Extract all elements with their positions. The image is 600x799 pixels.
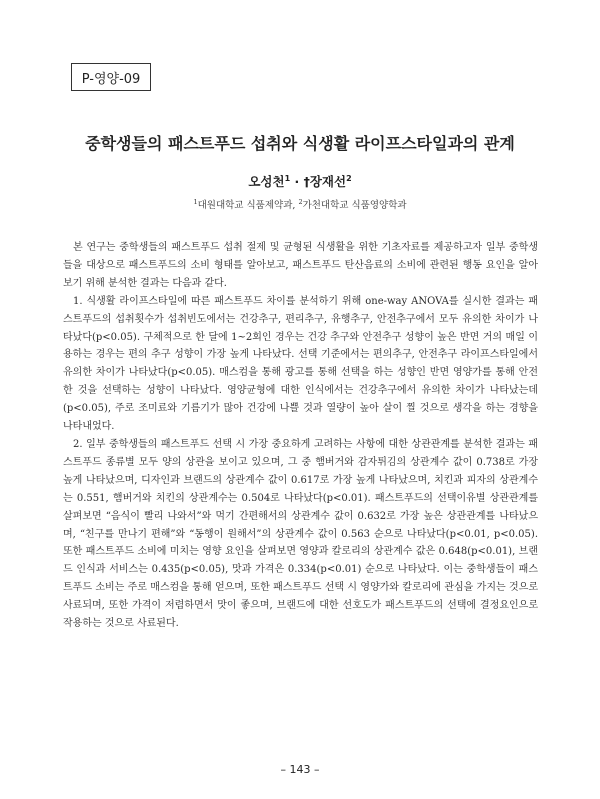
page-number: – 143 –	[280, 763, 320, 776]
affil-1-marker: 1	[193, 197, 198, 206]
session-code-box	[71, 63, 151, 91]
author-1-affil-marker: 1	[284, 173, 291, 183]
author-line	[40, 172, 560, 190]
abstract-result-2-paragraph: 2. 일부 중학생들의 패스트푸드 선택 시 가장 중요하게 고려하는 사항에 대한 상관관계를 분석한 결과는 패스트푸드 종류별 모두 양의 상관을 보이고 있으며, 그 중 햄버거와 감자튀김의 상관계수 값이 0.738로 가장 높게 나타났으며, 디자인과 브랜드의 상관계수 값이 0.617로 가장 높게 나타났으며, 치킨과 피자의 상관계수는 0.551, 햄버거와 치킨의 상관계수는 0.504로 나타났다(p<0.01). 패스트푸드의 선택이유별 상관관계를 살펴보면 “음식이 빨리 나와서”와 먹기 간편해서의 상관계수 값이 0.632로 가장 높은 상관관계를 나타났으며, “친구를 만나기 편해”와 “동행이 원해서”의 상관계수 값이 0.563 순으로 나타났다(p<0.01, p<0.05). 또한 패스트푸드 소비에 미치는 영향 요인을 살펴보면 영양과 칼로리의 상관계수 값은 0.648(p<0.01), 브랜드 인식과 서비스는 0.435(p<0.05), 맛과 가격은 0.334(p<0.01) 순으로 나타났다. 이는 중학생들이 패스트푸드 소비는 주로 매스컴을 통해 얻으며, 또한 패스트푸드 선택 시 영양가와 칼로리에 관심을 가지는 것으로 사료되며, 또한 가격이 저렴하면서 맛이 좋으며, 브랜드에 대한 선호도가 패스트푸드의 선택에 결정요인으로 작용하는 것으로 사료된다.	[63, 438, 538, 630]
session-code: P-영양-09	[81, 71, 141, 87]
author-separator: ·	[290, 174, 304, 189]
author-2-affil-marker: 2	[346, 173, 352, 183]
author-2-name: †장재선	[303, 174, 347, 189]
paper-title: 중학생들의 패스트푸드 섭취와 식생활 라이프스타일과의 관계	[85, 134, 515, 153]
affil-1-text: 대원대학교 식품제약과,	[197, 200, 299, 211]
affiliation-line	[40, 197, 560, 211]
affil-2-text: 가천대학교 식품영양학과	[302, 200, 407, 211]
abstract-body	[63, 239, 538, 633]
author-1-name: 오성천	[248, 174, 285, 189]
abstract-result-1-paragraph: 1. 식생활 라이프스타일에 따른 패스트푸드 차이를 분석하기 위해 one-way ANOVA를 실시한 결과는 패스트푸드의 섭취횟수가 섭취빈도에서는 건강추구, 편리추구, 유행추구, 안전추구에서 모두 유의한 차이가 나타났다(p<0.05). 구체적으로 한 달에 1~2회인 경우는 건강 추구와 안전추구 성향이 높은 반면 거의 매일 이용하는 경우는 편의 추구 성향이 가장 높게 나타났다. 선택 기준에서는 편의추구, 안전추구 라이프스타일에서 유의한 차이가 나타났다(p<0.05). 매스컴을 통해 광고를 통해 선택을 하는 성향인 반면 영양가를 통해 안전한 것을 선택하는 성향이 나타났다. 영양균형에 대한 인식에서는 건강추구에서 유의한 차이가 나타났는데(p<0.05), 주로 조미료와 기름기가 많아 건강에 나쁠 것과 열량이 높아 살이 찔 것으로 생각을 하는 경향을 나타내었다.	[63, 295, 538, 433]
abstract-intro-paragraph: 본 연구는 중학생들의 패스트푸드 섭취 절제 및 균형된 식생활을 위한 기초자료를 제공하고자 일부 중학생들을 대상으로 패스트푸드의 소비 형태를 알아보고, 패스트푸드 탄산음료의 소비에 관련된 행동 요인을 알아보기 위해 분석한 결과는 다음과 같다.	[63, 242, 538, 289]
affil-2-marker: 2	[298, 197, 303, 206]
